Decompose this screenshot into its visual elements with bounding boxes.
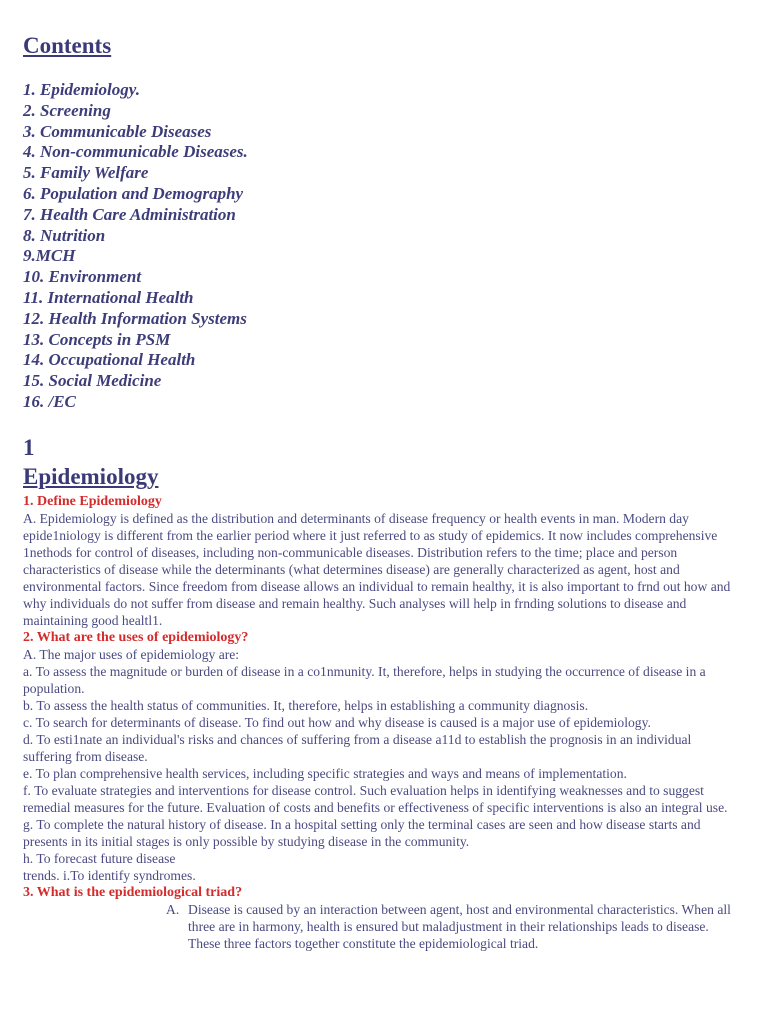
toc-item: 4. Non-communicable Diseases.: [23, 142, 248, 162]
toc-item: 5. Family Welfare: [23, 163, 149, 183]
answer-paragraph: [23, 901, 741, 952]
toc-item: 14. Occupational Health: [23, 350, 196, 370]
answer-point: h. To forecast future disease: [23, 851, 176, 866]
toc-item: 9.MCH: [23, 246, 76, 266]
answer-intro: A. The major uses of epidemiology are:: [23, 647, 240, 662]
answer-paragraph: A. Epidemiology is defined as the distribution and determinants of disease frequency or health events in man. Modern day epide1niology is different from the earlier period where it just referred to as study of epidemics. It now includes comprehensive 1nethods for control of diseases, including non-communicable diseases. Distribution refers to the time; place and person characteristics of disease while the determinants (what determines disease) are generally characterized as agent, host and environmental factors. Since freedom from disease allows an individual to remain healthy, it is also important to frnd out how and why individuals do not suffer from disease and remain healthy. Such analyses will help in frnding solutions to disease and maintaining good healtl1.: [23, 511, 731, 628]
table-of-contents: [23, 80, 248, 413]
toc-item: 15. Social Medicine: [23, 371, 162, 391]
answer-point: g. To complete the natural history of disease. In a hospital setting only the terminal cases are seen and how disease starts and presents in its initial stages is only possible by studying disease in the community.: [23, 817, 701, 849]
toc-item: 11. International Health: [23, 287, 194, 307]
toc-item: 6. Population and Demography: [23, 183, 244, 203]
toc-item: 7. Health Care Administration: [23, 204, 236, 224]
chapter-number: 1: [23, 435, 35, 460]
chapter-body: [23, 493, 741, 952]
answer-point: b. To assess the health status of communities. It, therefore, helps in establishing a community diagnosis.: [23, 698, 589, 713]
toc-item: 8. Nutrition: [23, 225, 106, 245]
answer-point: a. To assess the magnitude or burden of disease in a co1nmunity. It, therefore, helps in studying the occurrence of disease in a population.: [23, 664, 706, 696]
question-heading: 3. What is the epidemiological triad?: [23, 885, 243, 900]
question-heading: 2. What are the uses of epidemiology?: [23, 630, 249, 645]
chapter-title: Epidemiology: [23, 464, 159, 489]
answer-point: d. To esti1nate an individual's risks and chances of suffering from a disease a11d to establish the prognosis in an individual suffering from disease.: [23, 732, 692, 764]
toc-item: 13. Concepts in PSM: [23, 329, 171, 349]
toc-item: 12. Health Information Systems: [23, 308, 247, 328]
answer-point: c. To search for determinants of disease. To find out how and why disease is caused is a major use of epidemiology.: [23, 715, 651, 730]
answer-text: Disease is caused by an interaction between agent, host and environmental characteristics. When all three are in harmony, health is ensured but maladjustment in their relationships leads to disease. These three factors together constitute the epidemiological triad.: [188, 902, 731, 951]
toc-item: 3. Communicable Diseases: [23, 121, 212, 141]
answer-point: trends. i.To identify syndromes.: [23, 868, 196, 883]
toc-item: 16. /EC: [23, 391, 76, 411]
toc-item: 10. Environment: [23, 267, 142, 287]
question-heading: 1. Define Epidemiology: [23, 494, 162, 509]
toc-item: 1. Epidemiology.: [23, 80, 140, 99]
list-marker: A.: [166, 902, 180, 917]
toc-item: 2. Screening: [23, 100, 111, 120]
answer-point: f. To evaluate strategies and interventions for disease control. Such evaluation helps in identifying weaknesses and to suggest remedial measures for the future. Evaluation of costs and benefits or effectiveness of specific interventions is also an integral use.: [23, 783, 728, 815]
contents-heading: Contents: [23, 33, 112, 58]
answer-point: e. To plan comprehensive health services, including specific strategies and ways and means of implementation.: [23, 766, 627, 781]
